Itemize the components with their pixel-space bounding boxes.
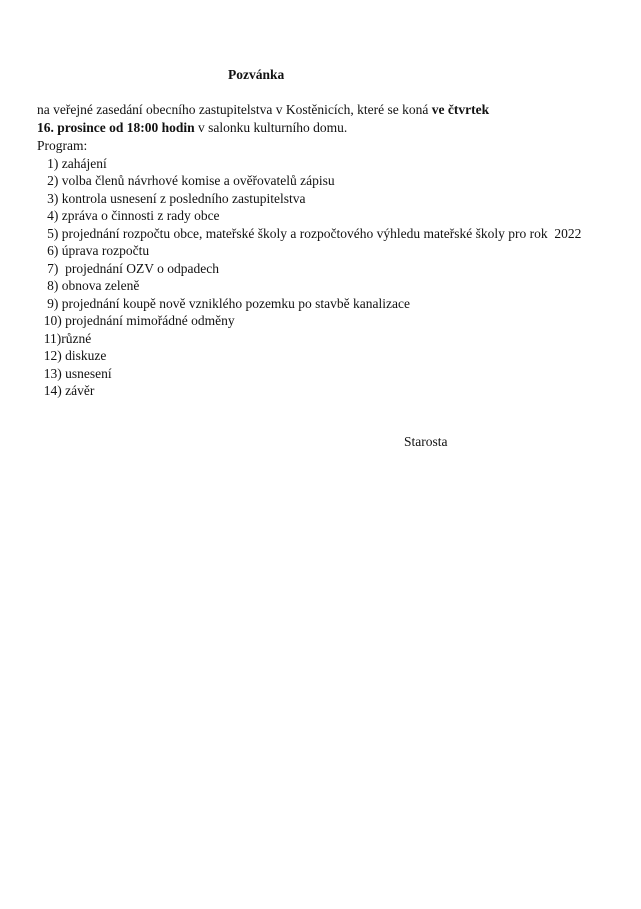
invitation-date-time: 16. prosince od 18:00 hodin bbox=[37, 119, 195, 135]
program-item: 13) usnesení bbox=[37, 365, 112, 381]
invitation-day: ve čtvrtek bbox=[431, 102, 490, 117]
program-item: 8) obnova zeleně bbox=[37, 278, 140, 293]
program-item: 4) zpráva o činnosti z rady obce bbox=[37, 208, 220, 223]
invitation-text-part1: na veřejné zasedání obecního zastupitelstva v Kostěnicích, které se koná bbox=[37, 102, 432, 117]
program-item: 9) projednání koupě nově vzniklého pozemku po stavbě kanalizace bbox=[37, 295, 410, 311]
program-item: 12) diskuze bbox=[37, 348, 107, 363]
program-item: 5) projednání rozpočtu obce, mateřské školy a rozpočtového výhledu mateřské školy pro rok 2022 bbox=[37, 225, 582, 241]
program-list bbox=[37, 155, 607, 400]
program-item: 3) kontrola usnesení z posledního zastupitelstva bbox=[37, 190, 306, 206]
program-item: 11)různé bbox=[37, 330, 92, 346]
signature: Starosta bbox=[404, 434, 448, 449]
program-item: 1) zahájení bbox=[37, 155, 107, 171]
program-item: 10) projednání mimořádné odměny bbox=[37, 313, 235, 328]
program-item: 2) volba členů návrhové komise a ověřovatelů zápisu bbox=[37, 173, 335, 188]
program-item: 7) projednání OZV o odpadech bbox=[37, 260, 219, 276]
invitation-text-part2: v salonku kulturního domu. bbox=[194, 119, 348, 135]
program-item: 6) úprava rozpočtu bbox=[37, 243, 150, 258]
program-label: Program: bbox=[37, 138, 88, 153]
program-item: 14) závěr bbox=[37, 383, 95, 398]
document-title: Pozvánka bbox=[228, 67, 285, 82]
invitation-text bbox=[37, 101, 607, 136]
